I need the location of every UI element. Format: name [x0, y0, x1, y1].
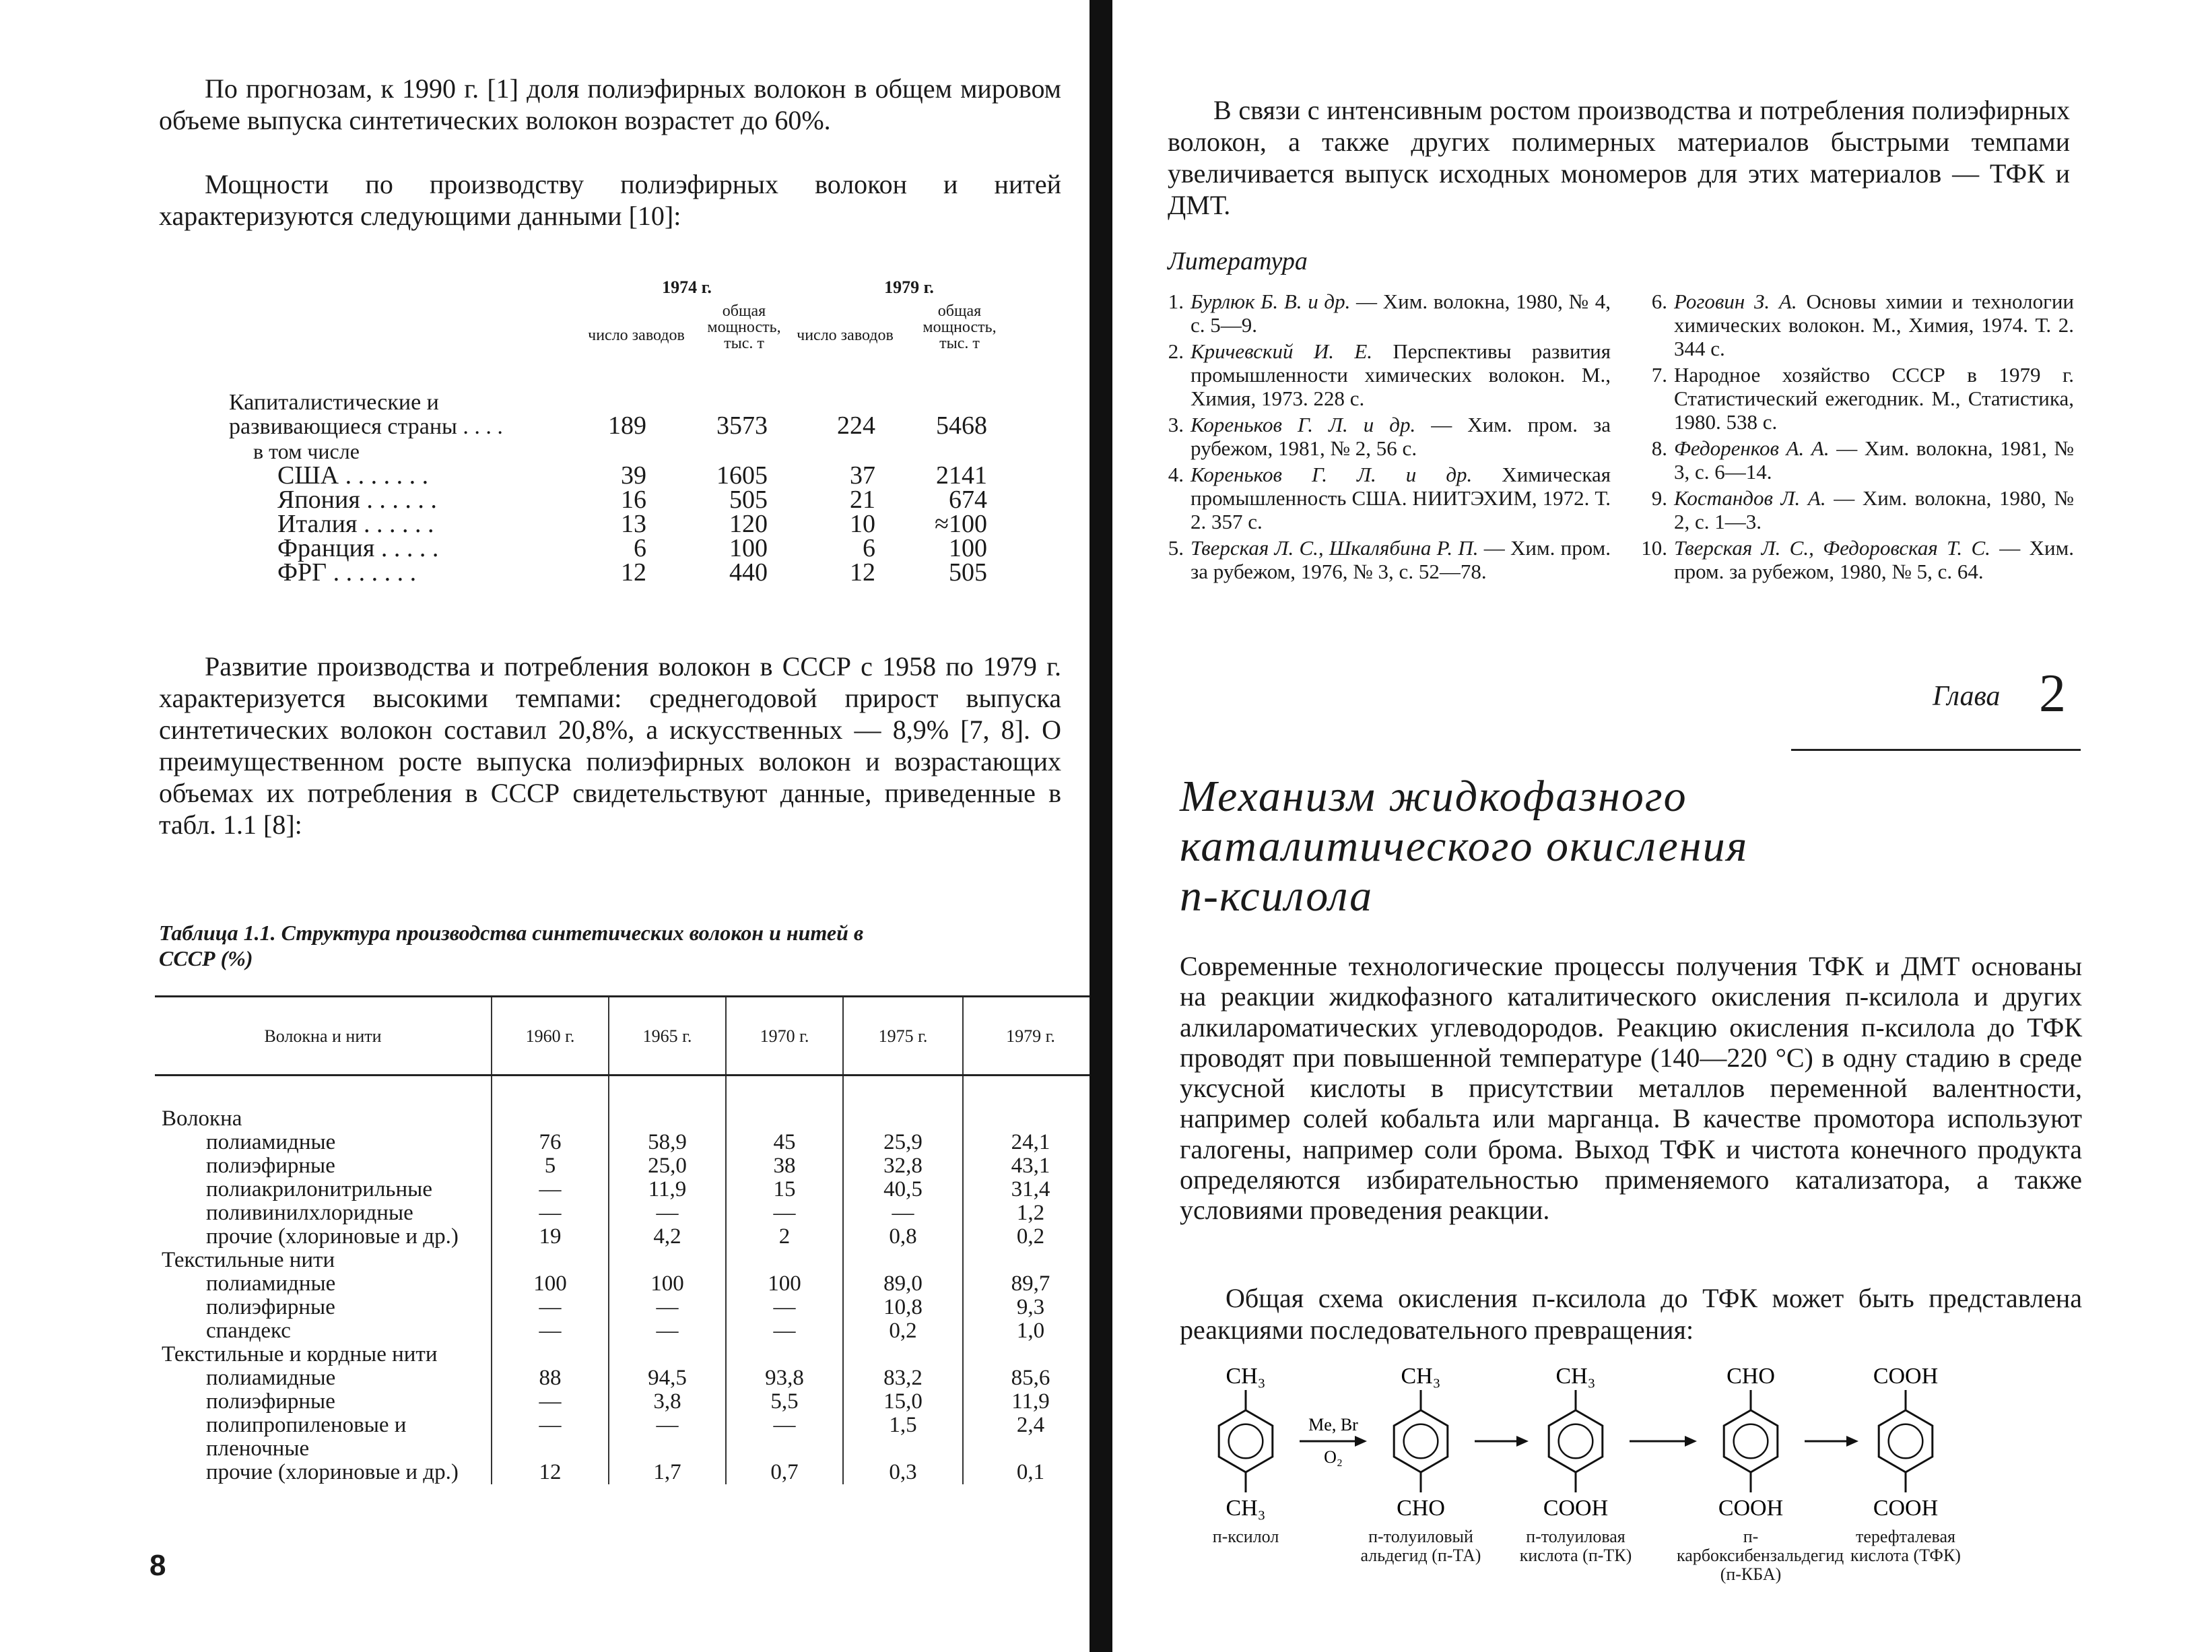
table-cell: 94,5 — [609, 1366, 726, 1390]
reference-body: — Хим. волокна, 1980, № 4, с. 5—9. — [1191, 290, 1611, 337]
reference-item — [1636, 290, 2074, 360]
row-label: Волокна — [162, 1106, 242, 1131]
table-cell: 32,8 — [843, 1154, 963, 1178]
cap-cell: ≈100 — [935, 510, 987, 538]
col-header: 1970 г. — [726, 997, 843, 1076]
compound — [1219, 1364, 1273, 1521]
table-cell: 1,7 — [609, 1461, 726, 1484]
table-cell — [726, 1076, 843, 1131]
reference-body: Основы химии и технологии химических волокон. М., Химия, 1974. Т. 2. 344 с. — [1674, 290, 2075, 360]
reference-text — [1674, 536, 2074, 583]
compound-label-box — [1172, 1527, 1320, 1622]
reference-body: — Хим. пром. за рубежом, 1981, № 2, 56 с. — [1191, 413, 1611, 460]
table-cell — [492, 1343, 609, 1366]
compound-label: п-карбоксибензальдегид (п-КБА) — [1677, 1527, 1844, 1584]
arrow-head — [1355, 1436, 1367, 1447]
table-cell: — — [492, 1296, 609, 1319]
row-label: полиамидные — [206, 1366, 336, 1390]
right-para-2: Современные технологические процессы получения ТФК и ДМТ основаны на реакции жидкофазного каталитического окисления п-ксилола и других алкилароматических углеводородов. Реакцию окисления п-ксилола до ТФК проводят при повышенной температуре (140—220 °С) в одну стадию в среде уксусной кислоты в присутствии металлов переменной валентности, например солей кобальта или марганца. В качестве промотора используют галогены, например соли брома. Выход ТФК и чистота конечного продукта определяются избирательностью применяемого катализатора, а также условиями проведения реакции. — [1180, 951, 2082, 1226]
table-cell: 15 — [726, 1178, 843, 1201]
cap-cell: 13 — [621, 510, 646, 538]
table-cell — [492, 1249, 609, 1272]
table-cell: 43,1 — [963, 1154, 1098, 1178]
table-cell — [963, 1343, 1098, 1366]
substituent-top: COOH — [1873, 1364, 1939, 1389]
table-1-1 — [155, 995, 1098, 1484]
reference-author: Бурлюк Б. В. и др. — [1191, 290, 1351, 313]
table-cell: 19 — [492, 1225, 609, 1249]
substituent-top: CHO — [1727, 1364, 1775, 1389]
reference-author: Тверская Л. С., Шкалябина Р. П. — [1191, 536, 1479, 560]
table-cell: 15,0 — [843, 1390, 963, 1414]
reference-item — [1636, 436, 2074, 484]
table-cell: 1,0 — [963, 1319, 1098, 1343]
cap-cell: 440 — [729, 558, 768, 587]
cap-col-capacity-1974: общая мощность, тыс. т — [707, 302, 781, 352]
reference-number: 10. — [1641, 536, 1667, 560]
reference-text — [1674, 290, 2074, 360]
benzene-ring — [1219, 1410, 1273, 1472]
chapter-number: 2 — [2039, 664, 2066, 723]
chapter-label: Глава — [1933, 681, 2001, 712]
table-cell: — — [609, 1414, 726, 1461]
reference-author: Кореньков Г. Л. и др. — [1191, 413, 1416, 436]
cap-cell: 1605 — [716, 461, 768, 490]
table-cell — [492, 1076, 609, 1131]
cap-group-v4: 5468 — [936, 411, 987, 440]
cap-cell: 16 — [621, 486, 646, 514]
cap-group-v1: 189 — [608, 411, 646, 440]
cap-cell: 100 — [949, 534, 987, 562]
compound — [1873, 1364, 1938, 1521]
row-label: Текстильные нити — [162, 1248, 335, 1272]
table-cell: 2 — [726, 1225, 843, 1249]
right-para-1: В связи с интенсивным ростом производства и потребления полиэфирных волокон, а также других полимерных материалов быстрыми темпами увеличивается выпуск исходных мономеров для этих материалов — ТФК и ДМТ. — [1168, 95, 2070, 220]
chapter-title-line-1: Механизм жидкофазного — [1180, 772, 1687, 821]
page-number: 8 — [149, 1549, 166, 1582]
table-cell: — — [843, 1201, 963, 1225]
reference-item — [1153, 290, 1611, 337]
table-cell — [843, 1249, 963, 1272]
table-cell: — — [726, 1319, 843, 1343]
reference-author: Кореньков Г. Л. и др. — [1191, 463, 1473, 486]
table-row — [155, 1366, 1098, 1390]
col-header: 1960 г. — [492, 997, 609, 1076]
benzene-ring — [1394, 1410, 1448, 1472]
cap-group-label: Капиталистические и развивающиеся страны . . . . — [229, 390, 503, 439]
table-cell: 38 — [726, 1154, 843, 1178]
table-cell: — — [492, 1178, 609, 1201]
references-right — [1636, 290, 2074, 586]
compound-label-box — [1677, 1527, 1844, 1622]
table-cell: 88 — [492, 1366, 609, 1390]
reference-number: 8. — [1651, 436, 1667, 460]
table-cell: 100 — [726, 1272, 843, 1296]
substituent-bottom: COOH — [1543, 1496, 1609, 1521]
row-label: полиэфирные — [206, 1295, 335, 1319]
table-cell — [726, 1343, 843, 1366]
cap-cell: 120 — [729, 510, 768, 538]
table-cell: 85,6 — [963, 1366, 1098, 1390]
book-spine — [1090, 0, 1112, 1652]
reference-number: 4. — [1168, 463, 1184, 486]
oxidant-label: O₂ — [1324, 1447, 1343, 1467]
table-cell: 89,7 — [963, 1272, 1098, 1296]
aromatic-circle — [1734, 1424, 1768, 1459]
left-para-2: Мощности по производству полиэфирных волокон и нитей характеризуются следующими данными [10]: — [159, 169, 1061, 231]
cap-cell: 505 — [729, 486, 768, 514]
table-caption: Таблица 1.1. Структура производства синтетических волокон и нитей в СССР (%) — [159, 921, 864, 970]
reference-item — [1636, 536, 2074, 583]
compound-label-box — [1502, 1527, 1650, 1622]
row-label: поливинилхлоридные — [206, 1201, 413, 1225]
references-left — [1153, 290, 1611, 586]
cap-country: Япония . . . . . . — [277, 486, 437, 514]
row-label: Текстильные и кордные нити — [162, 1342, 438, 1366]
col-header: 1965 г. — [609, 997, 726, 1076]
cap-cell: 21 — [850, 486, 875, 514]
col-header: Волокна и нити — [264, 1026, 382, 1046]
table-cell: 0,1 — [963, 1461, 1098, 1484]
cap-group-v3: 224 — [837, 411, 875, 440]
cap-cell: 37 — [850, 461, 875, 490]
table-cell: 0,8 — [843, 1225, 963, 1249]
cap-col-capacity-1979: общая мощность, тыс. т — [923, 302, 997, 352]
reference-number: 1. — [1168, 290, 1184, 313]
reference-text — [1674, 486, 2074, 533]
reference-body: — Хим. волокна, 1981, № 3, с. 6—14. — [1674, 436, 2075, 484]
table-cell: 1,2 — [963, 1201, 1098, 1225]
table-cell: 0,2 — [963, 1225, 1098, 1249]
chapter-title — [1180, 772, 2055, 921]
table-cell: — — [726, 1296, 843, 1319]
table-cell: 58,9 — [609, 1131, 726, 1154]
table-cell — [609, 1249, 726, 1272]
substituent-bottom: CH₃ — [1226, 1496, 1266, 1521]
row-label: полиамидные — [206, 1130, 336, 1154]
table-cell: 76 — [492, 1131, 609, 1154]
cap-cell: 2141 — [936, 461, 987, 490]
table-row — [155, 1131, 1098, 1154]
row-label: полиамидные — [206, 1271, 336, 1296]
table-cell: 31,4 — [963, 1178, 1098, 1201]
benzene-ring — [1879, 1410, 1933, 1472]
substituent-bottom: CHO — [1397, 1496, 1445, 1521]
row-label: спандекс — [206, 1319, 291, 1343]
table-cell: 40,5 — [843, 1178, 963, 1201]
table-row — [155, 1225, 1098, 1249]
row-label: полиэфирные — [206, 1389, 335, 1414]
reference-number: 5. — [1168, 536, 1184, 560]
substituent-bottom: COOH — [1873, 1496, 1939, 1521]
benzene-ring — [1549, 1410, 1603, 1472]
table-cell: — — [492, 1390, 609, 1414]
table-cell: 4,2 — [609, 1225, 726, 1249]
reference-body: — Хим. пром. за рубежом, 1980, № 5, с. 64. — [1674, 536, 2074, 583]
cap-subgroup-label: в том числе — [253, 439, 360, 463]
table-cell: 83,2 — [843, 1366, 963, 1390]
table-row — [155, 1154, 1098, 1178]
cap-cell: 10 — [850, 510, 875, 538]
reference-text — [1674, 436, 2074, 484]
table-cell — [843, 1343, 963, 1366]
table-cell: 2,4 — [963, 1414, 1098, 1461]
table-row — [155, 1461, 1098, 1484]
table-cell — [843, 1076, 963, 1131]
table-cell: — — [492, 1319, 609, 1343]
row-label: прочие (хлориновые и др.) — [206, 1460, 459, 1484]
table-cell: — — [492, 1414, 609, 1461]
cap-cell: 39 — [621, 461, 646, 490]
compound-label: п-ксилол — [1212, 1527, 1279, 1546]
cap-year-1974: 1974 г. — [662, 277, 712, 297]
reference-author: Тверская Л. С., Федоровская Т. С. — [1674, 536, 1990, 560]
cap-cell: 6 — [634, 534, 646, 562]
table-cell: — — [609, 1201, 726, 1225]
cap-cell: 100 — [729, 534, 768, 562]
benzene-ring — [1724, 1410, 1778, 1472]
arrow-head — [1685, 1436, 1697, 1447]
reference-item — [1636, 363, 2074, 434]
reference-text — [1191, 339, 1611, 410]
reference-author: Кричевский И. Е. — [1191, 339, 1373, 363]
compound-label-box — [1832, 1527, 1980, 1622]
substituent-top: CH₃ — [1226, 1364, 1266, 1389]
cap-cell: 12 — [621, 558, 646, 587]
table-cell: 9,3 — [963, 1296, 1098, 1319]
cap-country: Франция . . . . . — [277, 534, 439, 562]
chapter-title-line-3: п-ксилола — [1180, 871, 1374, 921]
aromatic-circle — [1889, 1424, 1923, 1459]
table-cell — [609, 1076, 726, 1131]
row-label: полипропиленовые и пленочные — [206, 1413, 407, 1461]
table-cell: 11,9 — [609, 1178, 726, 1201]
table-cell: 5,5 — [726, 1390, 843, 1414]
table-cell — [609, 1343, 726, 1366]
reference-body: Химическая промышленность США. НИИТЭХИМ, 1972. Т. 2. 357 с. — [1191, 463, 1611, 533]
substituent-bottom: COOH — [1718, 1496, 1784, 1521]
reference-text — [1191, 536, 1611, 583]
cap-col-plants-1974: число заводов — [588, 327, 685, 344]
aromatic-circle — [1404, 1424, 1438, 1459]
reference-item — [1153, 339, 1611, 410]
table-cell: 0,2 — [843, 1319, 963, 1343]
reference-author: Федоренков А. А. — [1674, 436, 1830, 460]
chapter-title-line-2: каталитического окисления — [1180, 822, 1749, 871]
reference-author: Костандов Л. А. — [1674, 486, 1826, 510]
table-cell: 24,1 — [963, 1131, 1098, 1154]
aromatic-circle — [1559, 1424, 1593, 1459]
table-cell: — — [492, 1201, 609, 1225]
compound-label: п-толуиловый альдегид (п-ТА) — [1360, 1527, 1481, 1565]
table-cell: 1,5 — [843, 1414, 963, 1461]
reference-item — [1153, 463, 1611, 533]
table-row — [155, 1390, 1098, 1414]
table-cell — [963, 1249, 1098, 1272]
reference-body: — Хим. волокна, 1980, № 2, с. 1—3. — [1674, 486, 2074, 533]
table-row — [155, 1296, 1098, 1319]
cap-cell: 674 — [949, 486, 987, 514]
reference-number: 9. — [1651, 486, 1667, 510]
row-label: прочие (хлориновые и др.) — [206, 1224, 459, 1249]
substituent-top: CH₃ — [1401, 1364, 1441, 1389]
reference-body: — Хим. пром. за рубежом, 1976, № 3, с. 52—78. — [1191, 536, 1611, 583]
table-row — [155, 1414, 1098, 1461]
cap-cell: 505 — [949, 558, 987, 587]
compound — [1394, 1364, 1448, 1521]
chapter-rule — [1791, 749, 2081, 751]
reference-item — [1153, 413, 1611, 460]
catalyst-label: Me, Br — [1308, 1415, 1358, 1434]
table-cell: — — [609, 1296, 726, 1319]
table-cell: 45 — [726, 1131, 843, 1154]
reference-author: Роговин З. А. — [1674, 290, 1797, 313]
cap-country: Италия . . . . . . — [277, 510, 434, 538]
table-cell: — — [726, 1201, 843, 1225]
compound-label-box — [1347, 1527, 1495, 1622]
table-row — [155, 1343, 1098, 1366]
table-body — [155, 1076, 1098, 1485]
table-cell: 25,9 — [843, 1131, 963, 1154]
reaction-scheme — [1199, 1340, 2074, 1623]
reference-number: 2. — [1168, 339, 1184, 363]
table-cell: 5 — [492, 1154, 609, 1178]
reference-item — [1636, 486, 2074, 533]
cap-year-1979: 1979 г. — [884, 277, 934, 297]
cap-country: ФРГ . . . . . . . — [277, 558, 417, 587]
row-label: полиэфирные — [206, 1154, 335, 1178]
table-cell — [963, 1076, 1098, 1131]
arrow-head — [1516, 1436, 1529, 1447]
left-para-1: По прогнозам, к 1990 г. [1] доля полиэфирных волокон в общем мировом объеме выпуска синтетических волокон возрастет до 60%. — [159, 73, 1061, 135]
table-row — [155, 1249, 1098, 1272]
reference-text — [1191, 463, 1611, 533]
table-cell: 100 — [609, 1272, 726, 1296]
table-cell: 3,8 — [609, 1390, 726, 1414]
table-row — [155, 1201, 1098, 1225]
table-cell: 89,0 — [843, 1272, 963, 1296]
table-cell: — — [726, 1414, 843, 1461]
reference-number: 3. — [1168, 413, 1184, 436]
cap-cell: 12 — [850, 558, 875, 587]
table-cell — [726, 1249, 843, 1272]
table-cell: 0,7 — [726, 1461, 843, 1484]
cap-cell: 6 — [863, 534, 875, 562]
cap-col-plants-1979: число заводов — [797, 327, 894, 344]
table-cell: 10,8 — [843, 1296, 963, 1319]
substituent-top: CH₃ — [1555, 1364, 1596, 1389]
cap-group-v2: 3573 — [716, 411, 768, 440]
reference-text — [1674, 363, 2074, 434]
table-row — [155, 1319, 1098, 1343]
compound-label: терефталевая кислота (ТФК) — [1850, 1527, 1961, 1565]
aromatic-circle — [1229, 1424, 1263, 1459]
left-para-3: Развитие производства и потребления волокон в СССР с 1958 по 1979 г. характеризуется высокими темпами: среднегодовой прирост выпуска синтетических волокон составил 20,8%, а искусственных — 8,9% [7, 8]. О преимущественном росте выпуска полиэфирных волокон и возрастающих объемах их потребления в СССР свидетельствуют данные, приведенные в табл. 1.1 [8]: — [159, 651, 1061, 840]
reference-number: 7. — [1651, 363, 1667, 387]
table-cell: — — [609, 1319, 726, 1343]
table-cell: 100 — [492, 1272, 609, 1296]
cap-country: США . . . . . . . — [277, 461, 429, 490]
compound-label: п-толуиловая кислота (п-ТК) — [1519, 1527, 1632, 1565]
table-row — [155, 1272, 1098, 1296]
col-header: 1975 г. — [843, 997, 963, 1076]
table-cell: 0,3 — [843, 1461, 963, 1484]
compound — [1718, 1364, 1783, 1521]
reference-body: Перспективы развития промышленности химических волокон. М., Химия, 1973. 228 с. — [1191, 339, 1611, 410]
col-header: 1979 г. — [963, 997, 1098, 1076]
table-cell: 93,8 — [726, 1366, 843, 1390]
reference-text — [1191, 290, 1611, 337]
table-cell: 12 — [492, 1461, 609, 1484]
table-row — [155, 1076, 1098, 1131]
compound — [1543, 1364, 1608, 1521]
reference-number: 6. — [1651, 290, 1667, 313]
literature-heading: Литература — [1168, 247, 1308, 275]
reference-text — [1191, 413, 1611, 460]
table-row — [155, 1178, 1098, 1201]
row-label: полиакрилонитрильные — [206, 1177, 432, 1201]
reference-body: Народное хозяйство СССР в 1979 г. Статистический ежегодник. М., Статистика, 1980. 538 с. — [1674, 363, 2074, 434]
arrow-head — [1846, 1436, 1858, 1447]
table-cell: 25,0 — [609, 1154, 726, 1178]
table-cell: 11,9 — [963, 1390, 1098, 1414]
right-para-3: Общая схема окисления п-ксилола до ТФК может быть представлена реакциями последовательного превращения: — [1180, 1283, 2082, 1345]
reference-item — [1153, 536, 1611, 583]
